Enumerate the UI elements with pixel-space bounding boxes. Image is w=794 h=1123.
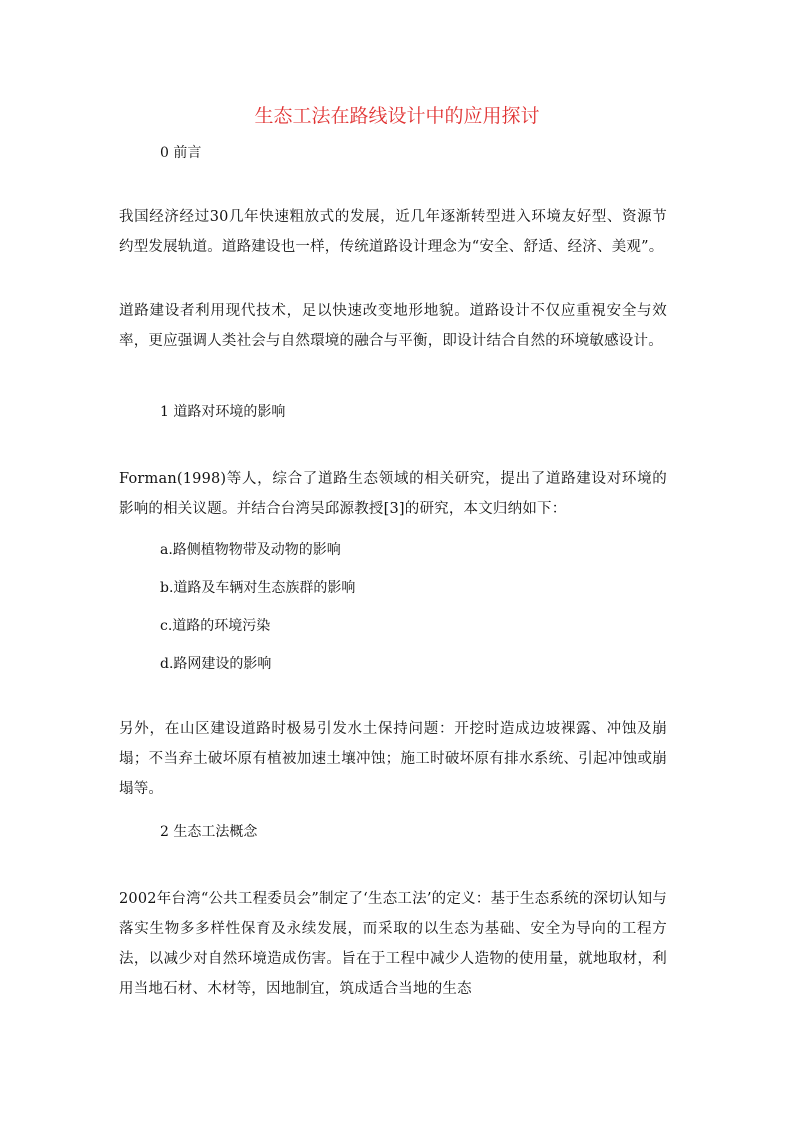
section-heading-0: 0 前言: [160, 145, 202, 161]
list-item-b: b.道路及车辆对生态族群的影响: [160, 580, 356, 596]
paragraph-intro-1: 我国经济经过30几年快速粗放式的发展，近几年逐渐转型进入环境友好型、资源节约型发展轨道。道路建设也一样，传统道路设计理念为“安全、舒适、经济、美观”。: [119, 209, 667, 255]
document-title: 生态工法在路线设计中的应用探讨: [254, 105, 540, 127]
list-item-c: c.道路的环境污染: [160, 618, 271, 634]
paragraph-intro-2: 道路建设者利用现代技术，足以快速改变地形地貌。道路设计不仅应重視安全与效率，更应强调人类社会与自然環境的融合与平衡，即设计结合自然的环境敏感设计。: [119, 303, 667, 349]
paragraph-ecological-method: 2002年台湾“公共工程委员会”制定了‘生态工法’的定义：基于生态系统的深切认知与落实生物多多样性保育及永续发展，而采取的以生态为基础、安全为导向的工程方法，以减少对自然环境造成伤害。旨在于工程中减少人造物的使用量，就地取材，利用当地石材、木材等，因地制宜，筑成适合当地的生态: [119, 891, 667, 997]
list-item-d: d.路网建设的影响: [160, 656, 272, 672]
paragraph-impact-1: Forman(1998)等人，综合了道路生态领域的相关研究，提出了道路建设对环境的影响的相关议题。并结合台湾吴邱源教授[3]的研究，本文归纳如下：: [119, 471, 667, 517]
section-heading-2: 2 生态工法概念: [160, 824, 258, 840]
list-item-a: a.路侧植物物带及动物的影响: [160, 542, 341, 558]
paragraph-impact-2: 另外，在山区建设道路时极易引发水土保持问题：开挖时造成边坡裸露、冲蚀及崩塌；不当弃土破坏原有植被加速土壤冲蚀；施工时破坏原有排水系统、引起冲蚀或崩塌等。: [119, 721, 667, 797]
section-heading-1: 1 道路对环境的影响: [160, 404, 286, 420]
